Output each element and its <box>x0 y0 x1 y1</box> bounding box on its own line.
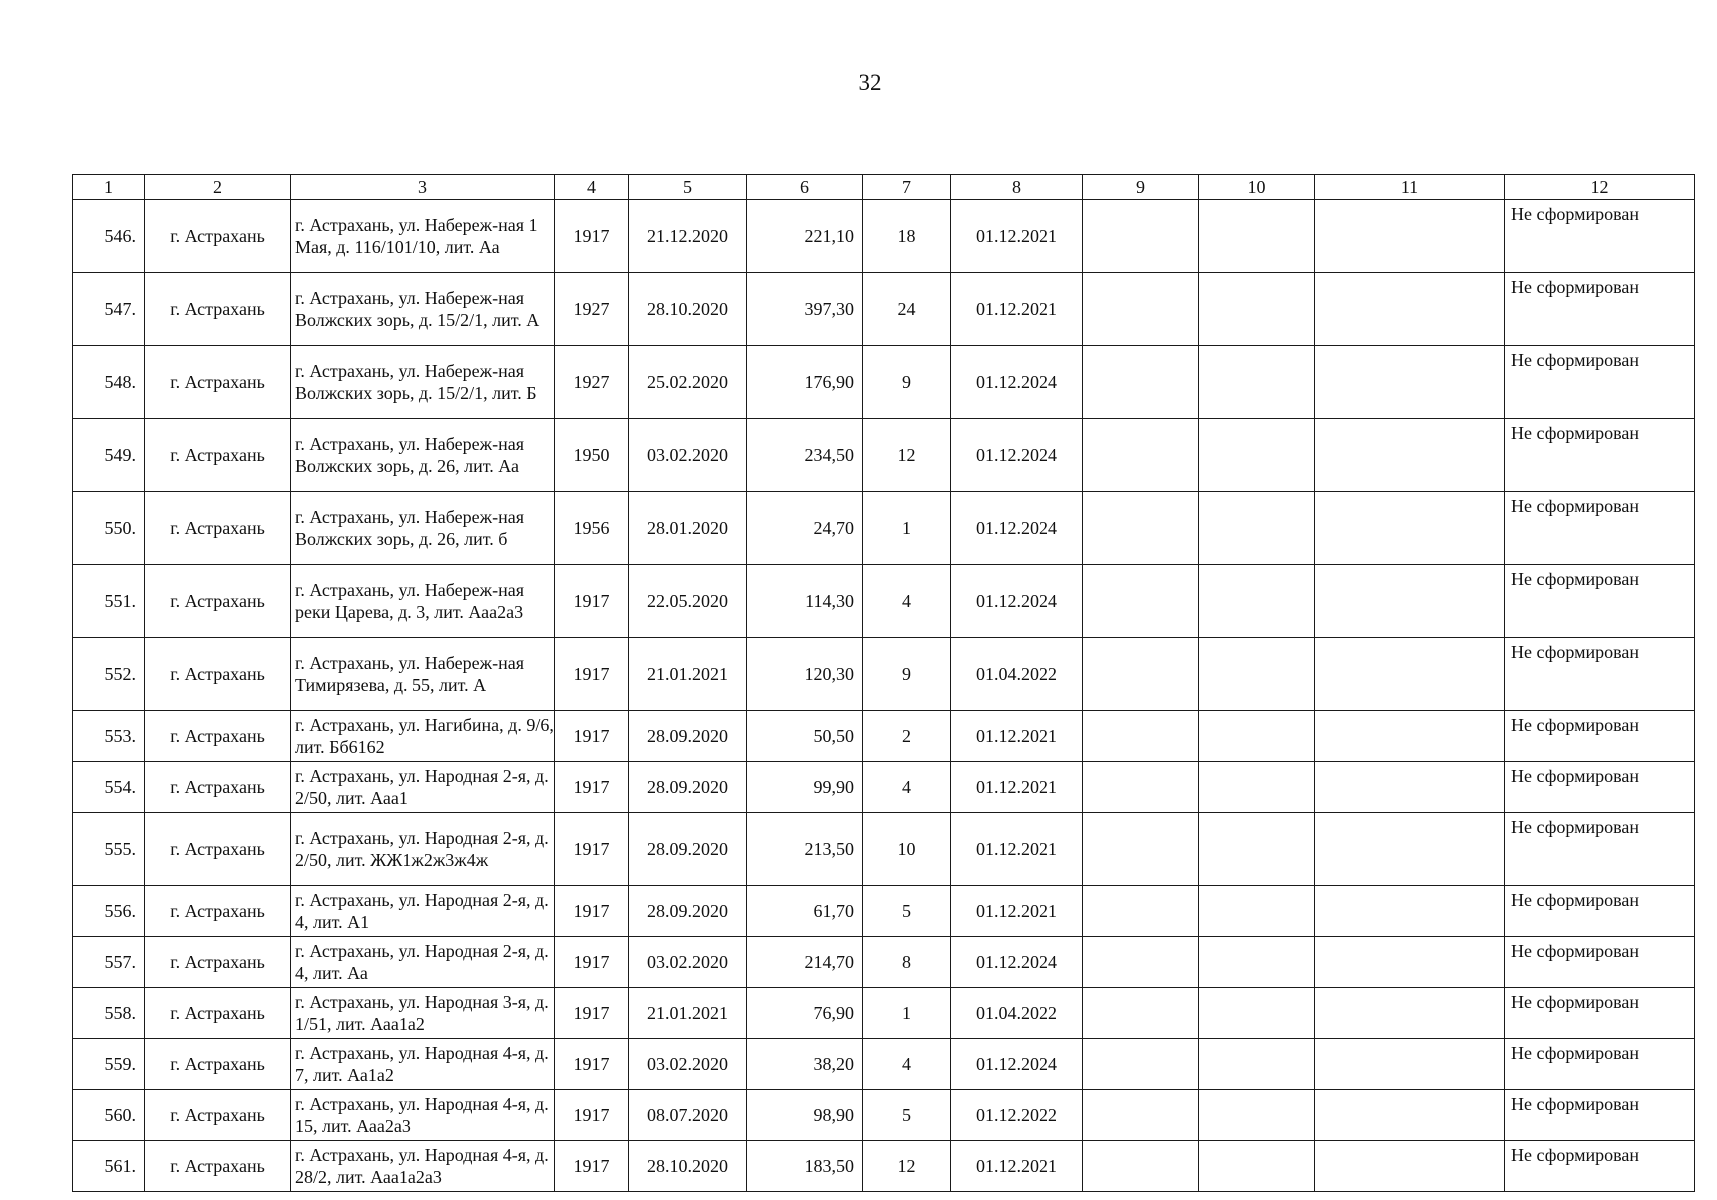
date-cell: 28.09.2020 <box>629 762 747 813</box>
status-cell: Не сформирован <box>1505 419 1695 492</box>
row-number-cell: 553. <box>73 711 145 762</box>
deadline-cell: 01.12.2021 <box>951 813 1083 886</box>
empty-cell <box>1083 492 1199 565</box>
empty-cell <box>1199 200 1315 273</box>
city-cell: г. Астрахань <box>145 988 291 1039</box>
address-cell: г. Астрахань, ул. Набереж-ная 1 Мая, д. 116/101/10, лит. Аа <box>291 200 555 273</box>
date-cell: 28.01.2020 <box>629 492 747 565</box>
year-cell: 1917 <box>555 886 629 937</box>
table-row <box>73 937 1695 988</box>
count-cell: 4 <box>863 762 951 813</box>
status-cell: Не сформирован <box>1505 988 1695 1039</box>
table-row <box>73 1090 1695 1141</box>
empty-cell <box>1315 1141 1505 1192</box>
row-number-cell: 555. <box>73 813 145 886</box>
city-cell: г. Астрахань <box>145 813 291 886</box>
area-cell: 234,50 <box>747 419 863 492</box>
area-cell: 50,50 <box>747 711 863 762</box>
date-cell: 28.09.2020 <box>629 813 747 886</box>
address-cell: г. Астрахань, ул. Набереж-ная Волжских зорь, д. 26, лит. Аа <box>291 419 555 492</box>
column-header: 7 <box>863 175 951 200</box>
deadline-cell: 01.12.2024 <box>951 1039 1083 1090</box>
column-header: 5 <box>629 175 747 200</box>
status-cell: Не сформирован <box>1505 1039 1695 1090</box>
area-cell: 99,90 <box>747 762 863 813</box>
count-cell: 10 <box>863 813 951 886</box>
deadline-cell: 01.12.2021 <box>951 711 1083 762</box>
table-row <box>73 1039 1695 1090</box>
empty-cell <box>1083 419 1199 492</box>
row-number-cell: 560. <box>73 1090 145 1141</box>
year-cell: 1917 <box>555 1141 629 1192</box>
row-number-cell: 552. <box>73 638 145 711</box>
city-cell: г. Астрахань <box>145 419 291 492</box>
date-cell: 21.01.2021 <box>629 638 747 711</box>
table-row <box>73 813 1695 886</box>
date-cell: 03.02.2020 <box>629 1039 747 1090</box>
empty-cell <box>1315 346 1505 419</box>
empty-cell <box>1199 565 1315 638</box>
row-number-cell: 557. <box>73 937 145 988</box>
city-cell: г. Астрахань <box>145 711 291 762</box>
empty-cell <box>1315 988 1505 1039</box>
page-number: 32 <box>858 70 882 95</box>
deadline-cell: 01.12.2024 <box>951 937 1083 988</box>
deadline-cell: 01.12.2021 <box>951 273 1083 346</box>
year-cell: 1917 <box>555 200 629 273</box>
city-cell: г. Астрахань <box>145 492 291 565</box>
address-cell: г. Астрахань, ул. Набереж-ная Тимирязева, д. 55, лит. А <box>291 638 555 711</box>
area-cell: 183,50 <box>747 1141 863 1192</box>
empty-cell <box>1199 988 1315 1039</box>
count-cell: 9 <box>863 638 951 711</box>
empty-cell <box>1199 762 1315 813</box>
status-cell: Не сформирован <box>1505 638 1695 711</box>
empty-cell <box>1083 813 1199 886</box>
row-number-cell: 549. <box>73 419 145 492</box>
city-cell: г. Астрахань <box>145 937 291 988</box>
count-cell: 5 <box>863 886 951 937</box>
table-row <box>73 711 1695 762</box>
deadline-cell: 01.12.2021 <box>951 1141 1083 1192</box>
count-cell: 4 <box>863 1039 951 1090</box>
city-cell: г. Астрахань <box>145 200 291 273</box>
year-cell: 1917 <box>555 1090 629 1141</box>
empty-cell <box>1315 200 1505 273</box>
date-cell: 22.05.2020 <box>629 565 747 638</box>
area-cell: 213,50 <box>747 813 863 886</box>
empty-cell <box>1083 711 1199 762</box>
date-cell: 28.10.2020 <box>629 1141 747 1192</box>
column-header: 12 <box>1505 175 1695 200</box>
address-cell: г. Астрахань, ул. Народная 2-я, д. 2/50, лит. ЖЖ1ж2ж3ж4ж <box>291 813 555 886</box>
empty-cell <box>1083 346 1199 419</box>
address-cell: г. Астрахань, ул. Народная 4-я, д. 28/2, лит. Ааа1а2а3 <box>291 1141 555 1192</box>
empty-cell <box>1315 813 1505 886</box>
status-cell: Не сформирован <box>1505 762 1695 813</box>
deadline-cell: 01.12.2024 <box>951 419 1083 492</box>
empty-cell <box>1199 346 1315 419</box>
area-cell: 24,70 <box>747 492 863 565</box>
row-number-cell: 546. <box>73 200 145 273</box>
column-header: 2 <box>145 175 291 200</box>
empty-cell <box>1083 565 1199 638</box>
area-cell: 38,20 <box>747 1039 863 1090</box>
count-cell: 24 <box>863 273 951 346</box>
deadline-cell: 01.12.2024 <box>951 565 1083 638</box>
address-cell: г. Астрахань, ул. Народная 2-я, д. 4, лит. Аа <box>291 937 555 988</box>
table-row <box>73 565 1695 638</box>
column-header: 11 <box>1315 175 1505 200</box>
status-cell: Не сформирован <box>1505 886 1695 937</box>
row-number-cell: 554. <box>73 762 145 813</box>
area-cell: 76,90 <box>747 988 863 1039</box>
empty-cell <box>1083 988 1199 1039</box>
empty-cell <box>1199 1039 1315 1090</box>
status-cell: Не сформирован <box>1505 937 1695 988</box>
date-cell: 21.01.2021 <box>629 988 747 1039</box>
address-cell: г. Астрахань, ул. Народная 4-я, д. 7, лит. Аа1а2 <box>291 1039 555 1090</box>
table-row <box>73 1141 1695 1192</box>
status-cell: Не сформирован <box>1505 813 1695 886</box>
status-cell: Не сформирован <box>1505 711 1695 762</box>
area-cell: 214,70 <box>747 937 863 988</box>
column-header: 1 <box>73 175 145 200</box>
address-cell: г. Астрахань, ул. Набереж-ная реки Царева, д. 3, лит. Ааа2а3 <box>291 565 555 638</box>
row-number-cell: 556. <box>73 886 145 937</box>
deadline-cell: 01.12.2024 <box>951 492 1083 565</box>
area-cell: 120,30 <box>747 638 863 711</box>
address-cell: г. Астрахань, ул. Народная 4-я, д. 15, лит. Ааа2а3 <box>291 1090 555 1141</box>
empty-cell <box>1199 937 1315 988</box>
table-row <box>73 346 1695 419</box>
empty-cell <box>1199 1090 1315 1141</box>
year-cell: 1927 <box>555 346 629 419</box>
status-cell: Не сформирован <box>1505 200 1695 273</box>
city-cell: г. Астрахань <box>145 638 291 711</box>
count-cell: 4 <box>863 565 951 638</box>
year-cell: 1950 <box>555 419 629 492</box>
year-cell: 1927 <box>555 273 629 346</box>
empty-cell <box>1315 1090 1505 1141</box>
empty-cell <box>1199 711 1315 762</box>
empty-cell <box>1315 492 1505 565</box>
row-number-cell: 558. <box>73 988 145 1039</box>
empty-cell <box>1199 813 1315 886</box>
empty-cell <box>1315 937 1505 988</box>
column-header: 8 <box>951 175 1083 200</box>
city-cell: г. Астрахань <box>145 346 291 419</box>
column-header: 9 <box>1083 175 1199 200</box>
empty-cell <box>1199 419 1315 492</box>
status-cell: Не сформирован <box>1505 565 1695 638</box>
status-cell: Не сформирован <box>1505 273 1695 346</box>
row-number-cell: 559. <box>73 1039 145 1090</box>
status-cell: Не сформирован <box>1505 1090 1695 1141</box>
empty-cell <box>1083 1090 1199 1141</box>
status-cell: Не сформирован <box>1505 492 1695 565</box>
city-cell: г. Астрахань <box>145 886 291 937</box>
year-cell: 1917 <box>555 565 629 638</box>
year-cell: 1917 <box>555 813 629 886</box>
date-cell: 21.12.2020 <box>629 200 747 273</box>
empty-cell <box>1199 638 1315 711</box>
city-cell: г. Астрахань <box>145 1039 291 1090</box>
year-cell: 1917 <box>555 638 629 711</box>
empty-cell <box>1083 200 1199 273</box>
empty-cell <box>1199 1141 1315 1192</box>
address-cell: г. Астрахань, ул. Народная 2-я, д. 2/50, лит. Ааа1 <box>291 762 555 813</box>
city-cell: г. Астрахань <box>145 273 291 346</box>
empty-cell <box>1315 638 1505 711</box>
year-cell: 1917 <box>555 711 629 762</box>
empty-cell <box>1083 1039 1199 1090</box>
row-number-cell: 561. <box>73 1141 145 1192</box>
year-cell: 1917 <box>555 1039 629 1090</box>
area-cell: 397,30 <box>747 273 863 346</box>
table-row <box>73 200 1695 273</box>
count-cell: 8 <box>863 937 951 988</box>
status-cell: Не сформирован <box>1505 346 1695 419</box>
address-cell: г. Астрахань, ул. Набереж-ная Волжских зорь, д. 26, лит. б <box>291 492 555 565</box>
address-cell: г. Астрахань, ул. Набереж-ная Волжских зорь, д. 15/2/1, лит. А <box>291 273 555 346</box>
area-cell: 98,90 <box>747 1090 863 1141</box>
year-cell: 1956 <box>555 492 629 565</box>
deadline-cell: 01.04.2022 <box>951 988 1083 1039</box>
empty-cell <box>1315 762 1505 813</box>
empty-cell <box>1315 1039 1505 1090</box>
year-cell: 1917 <box>555 762 629 813</box>
city-cell: г. Астрахань <box>145 1090 291 1141</box>
date-cell: 28.10.2020 <box>629 273 747 346</box>
empty-cell <box>1083 273 1199 346</box>
date-cell: 03.02.2020 <box>629 937 747 988</box>
table-row <box>73 988 1695 1039</box>
status-cell: Не сформирован <box>1505 1141 1695 1192</box>
column-header: 10 <box>1199 175 1315 200</box>
empty-cell <box>1315 565 1505 638</box>
row-number-cell: 550. <box>73 492 145 565</box>
empty-cell <box>1083 937 1199 988</box>
empty-cell <box>1083 638 1199 711</box>
empty-cell <box>1315 273 1505 346</box>
table-row <box>73 886 1695 937</box>
empty-cell <box>1083 762 1199 813</box>
count-cell: 5 <box>863 1090 951 1141</box>
count-cell: 12 <box>863 1141 951 1192</box>
date-cell: 28.09.2020 <box>629 711 747 762</box>
count-cell: 9 <box>863 346 951 419</box>
year-cell: 1917 <box>555 937 629 988</box>
address-cell: г. Астрахань, ул. Нагибина, д. 9/6, лит. Бб6162 <box>291 711 555 762</box>
row-number-cell: 548. <box>73 346 145 419</box>
empty-cell <box>1199 273 1315 346</box>
header-row <box>73 175 1695 200</box>
address-cell: г. Астрахань, ул. Народная 2-я, д. 4, лит. А1 <box>291 886 555 937</box>
empty-cell <box>1315 886 1505 937</box>
deadline-cell: 01.04.2022 <box>951 638 1083 711</box>
empty-cell <box>1315 419 1505 492</box>
table-body <box>73 200 1695 1192</box>
count-cell: 12 <box>863 419 951 492</box>
date-cell: 25.02.2020 <box>629 346 747 419</box>
area-cell: 221,10 <box>747 200 863 273</box>
count-cell: 2 <box>863 711 951 762</box>
table-row <box>73 273 1695 346</box>
count-cell: 18 <box>863 200 951 273</box>
table-row <box>73 492 1695 565</box>
count-cell: 1 <box>863 988 951 1039</box>
date-cell: 28.09.2020 <box>629 886 747 937</box>
deadline-cell: 01.12.2021 <box>951 762 1083 813</box>
deadline-cell: 01.12.2021 <box>951 200 1083 273</box>
column-header: 4 <box>555 175 629 200</box>
empty-cell <box>1199 886 1315 937</box>
date-cell: 08.07.2020 <box>629 1090 747 1141</box>
empty-cell <box>1315 711 1505 762</box>
column-header: 3 <box>291 175 555 200</box>
table-row <box>73 762 1695 813</box>
deadline-cell: 01.12.2022 <box>951 1090 1083 1141</box>
year-cell: 1917 <box>555 988 629 1039</box>
area-cell: 114,30 <box>747 565 863 638</box>
registry-table <box>72 174 1695 1192</box>
date-cell: 03.02.2020 <box>629 419 747 492</box>
row-number-cell: 547. <box>73 273 145 346</box>
row-number-cell: 551. <box>73 565 145 638</box>
empty-cell <box>1083 886 1199 937</box>
table-row <box>73 638 1695 711</box>
empty-cell <box>1083 1141 1199 1192</box>
empty-cell <box>1199 492 1315 565</box>
city-cell: г. Астрахань <box>145 1141 291 1192</box>
column-header: 6 <box>747 175 863 200</box>
table-row <box>73 419 1695 492</box>
address-cell: г. Астрахань, ул. Набереж-ная Волжских зорь, д. 15/2/1, лит. Б <box>291 346 555 419</box>
area-cell: 61,70 <box>747 886 863 937</box>
area-cell: 176,90 <box>747 346 863 419</box>
address-cell: г. Астрахань, ул. Народная 3-я, д. 1/51, лит. Ааа1а2 <box>291 988 555 1039</box>
city-cell: г. Астрахань <box>145 762 291 813</box>
deadline-cell: 01.12.2024 <box>951 346 1083 419</box>
count-cell: 1 <box>863 492 951 565</box>
city-cell: г. Астрахань <box>145 565 291 638</box>
deadline-cell: 01.12.2021 <box>951 886 1083 937</box>
